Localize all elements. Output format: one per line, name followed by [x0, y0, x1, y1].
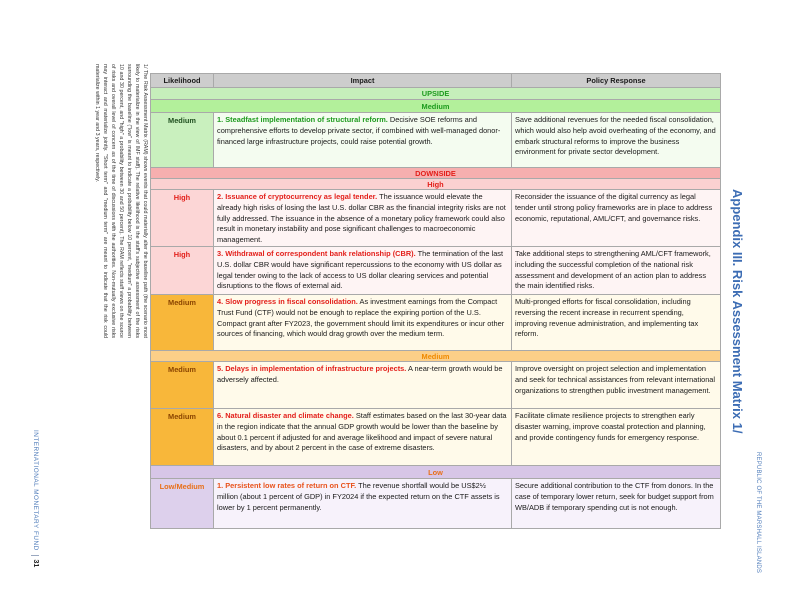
likelihood-cell: Low/Medium — [151, 479, 214, 529]
impact-cell — [214, 362, 512, 409]
impact-description: Decisive SOE reforms and comprehensive efforts to develop private sector, if combined with well-managed donor-financed large infrastructure projects, could raise potential growth. — [217, 115, 501, 146]
page-title: Appendix III. Risk Assessment Matrix 1/ — [730, 189, 745, 434]
risk-row — [151, 479, 721, 529]
policy-response-cell: Take additional steps to strengthening AML/CFT framework, including the successful completion of the national risk assessment and development of an action plan to address the main identified risks. — [512, 247, 721, 295]
risk-row — [151, 190, 721, 247]
risk-assessment-matrix-table — [150, 73, 721, 529]
section-row-high — [151, 179, 721, 190]
impact-description: The termination of the last U.S. dollar CBR would have significant repercussions to the economy with US dollar as legal tender owing to the lack of access to US dollar clearing services and potential disruptions to the flows of external aid. — [217, 249, 504, 291]
policy-response-cell: Improve oversight on project selection and implementation and seek for technical assistances from relevant international organizations to strengthen public investment management. — [512, 362, 721, 409]
section-label-low: Low — [151, 466, 721, 479]
impact-cell — [214, 247, 512, 295]
section-label-downside: DOWNSIDE — [151, 168, 721, 179]
impact-cell — [214, 409, 512, 466]
page-number: 31 — [32, 559, 39, 568]
risk-title: 6. Natural disaster and climate change. — [217, 411, 354, 420]
likelihood-header: Likelihood — [151, 74, 214, 88]
impact-description: The revenue shortfall would be US$2½ million (about 1 percent of GDP) in FY2024 if the expected return on the CTF assets is lower by 1 percent permanently. — [217, 481, 500, 512]
likelihood-cell: High — [151, 247, 214, 295]
risk-row — [151, 409, 721, 466]
risk-title: 2. Issuance of cryptocurrency as legal tender. — [217, 192, 378, 201]
policy-response-cell: Reconsider the issuance of the digital currency as legal tender until strong policy frameworks are in place to address economic, reputational, AML/CFT, and governance risks. — [512, 190, 721, 247]
section-row-downside — [151, 168, 721, 179]
impact-cell — [214, 113, 512, 168]
section-label-upside: UPSIDE — [151, 88, 721, 100]
policy-response-cell: Facilitate climate resilience projects to strengthen early disaster warning, improve coastal protection and planning, and provide contingency funds for emergency response. — [512, 409, 721, 466]
risk-title: 1. Persistent low rates of return on CTF. — [217, 481, 357, 490]
risk-title: 1. Steadfast implementation of structural reform. — [217, 115, 388, 124]
impact-cell — [214, 479, 512, 529]
section-row-upside-medium — [151, 100, 721, 113]
impact-description: A near-term growth would be adversely affected. — [217, 364, 503, 384]
section-row-medium — [151, 351, 721, 362]
impact-description: The issuance would elevate the already high risks of losing the last U.S. dollar CBR as the financial integrity risks are not fully addressed. The issuance in the absence of a monetary policy framework could also result in monetary instability and pose significant challenges to macroeconomic management. — [217, 192, 506, 245]
section-row-low — [151, 466, 721, 479]
risk-title: 4. Slow progress in fiscal consolidation. — [217, 297, 358, 306]
impact-description: Staff estimates based on the last 30-year data in the region indicate that the annual GDP growth would be lower than the baseline by about 0.1 percent if adjusted for and average likelihood and impact of severe natural disasters, and by about 2 percent in the case of extreme disasters. — [217, 411, 507, 453]
impact-header: Impact — [214, 74, 512, 88]
footer-divider — [32, 555, 40, 556]
policy-response-header: Policy Response — [512, 74, 721, 88]
running-header: REPUBLIC OF THE MARSHALL ISLANDS — [755, 452, 761, 574]
footnote: 1/ The Risk Assessment Matrix (RAM) shows events that could materially alter the baseline path (the scenario most likely to materialize in the view of IMF staff). The relative likelihood is the staff's subjective assessment of the risks surrounding the baseline ("low" is meant to indicate a probability below 10 percent, "medium" a probability between 10 and 30 percent, and "high" a probability between 30 and 50 percent). The RAM reflects staff views on the source of risks and overall level of concern as of the time of discussions with the authorities. Non-mutually exclusive risks may interact and materialize jointly. "Short term" and "medium term" are meant to indicate that the risk could materialize within 1 year and 3 years, respectively. — [94, 64, 148, 338]
impact-description: As investment earnings from the Compact Trust Fund (CTF) would not be enough to replace the expiring portion of the U.S. Compact grant after FY2023, the government should limit its expenditures or incur other sources of financing, which would drag growth over the medium term. — [217, 297, 505, 339]
likelihood-cell: Medium — [151, 362, 214, 409]
section-label-medium: Medium — [151, 351, 721, 362]
likelihood-cell: High — [151, 190, 214, 247]
impact-cell — [214, 190, 512, 247]
risk-title: 3. Withdrawal of correspondent bank relationship (CBR). — [217, 249, 416, 258]
policy-response-cell: Multi-pronged efforts for fiscal consolidation, including reversing the recent increase in recurrent spending, improving revenue administration, and implementing tax reform. — [512, 295, 721, 351]
section-label-upside-medium: Medium — [151, 100, 721, 113]
risk-title: 5. Delays in implementation of infrastructure projects. — [217, 364, 407, 373]
footer-org: INTERNATIONAL MONETARY FUND — [32, 430, 39, 551]
risk-row — [151, 295, 721, 351]
page-footer — [30, 430, 41, 580]
impact-cell — [214, 295, 512, 351]
policy-response-cell: Save additional revenues for the needed fiscal consolidation, which would also help avoid overheating of the economy, and embark structural reforms to improve the business environment for private sector development. — [512, 113, 721, 168]
section-row-upside — [151, 88, 721, 100]
section-label-high: High — [151, 179, 721, 190]
policy-response-cell: Secure additional contribution to the CTF from donors. In the case of temporary lower return, seek for budget support from WB/ADB if temporary spending cut is not enough. — [512, 479, 721, 529]
likelihood-cell: Medium — [151, 113, 214, 168]
likelihood-cell: Medium — [151, 409, 214, 466]
risk-row — [151, 362, 721, 409]
risk-row — [151, 113, 721, 168]
likelihood-cell: Medium — [151, 295, 214, 351]
risk-row — [151, 247, 721, 295]
table-header-row — [151, 74, 721, 88]
